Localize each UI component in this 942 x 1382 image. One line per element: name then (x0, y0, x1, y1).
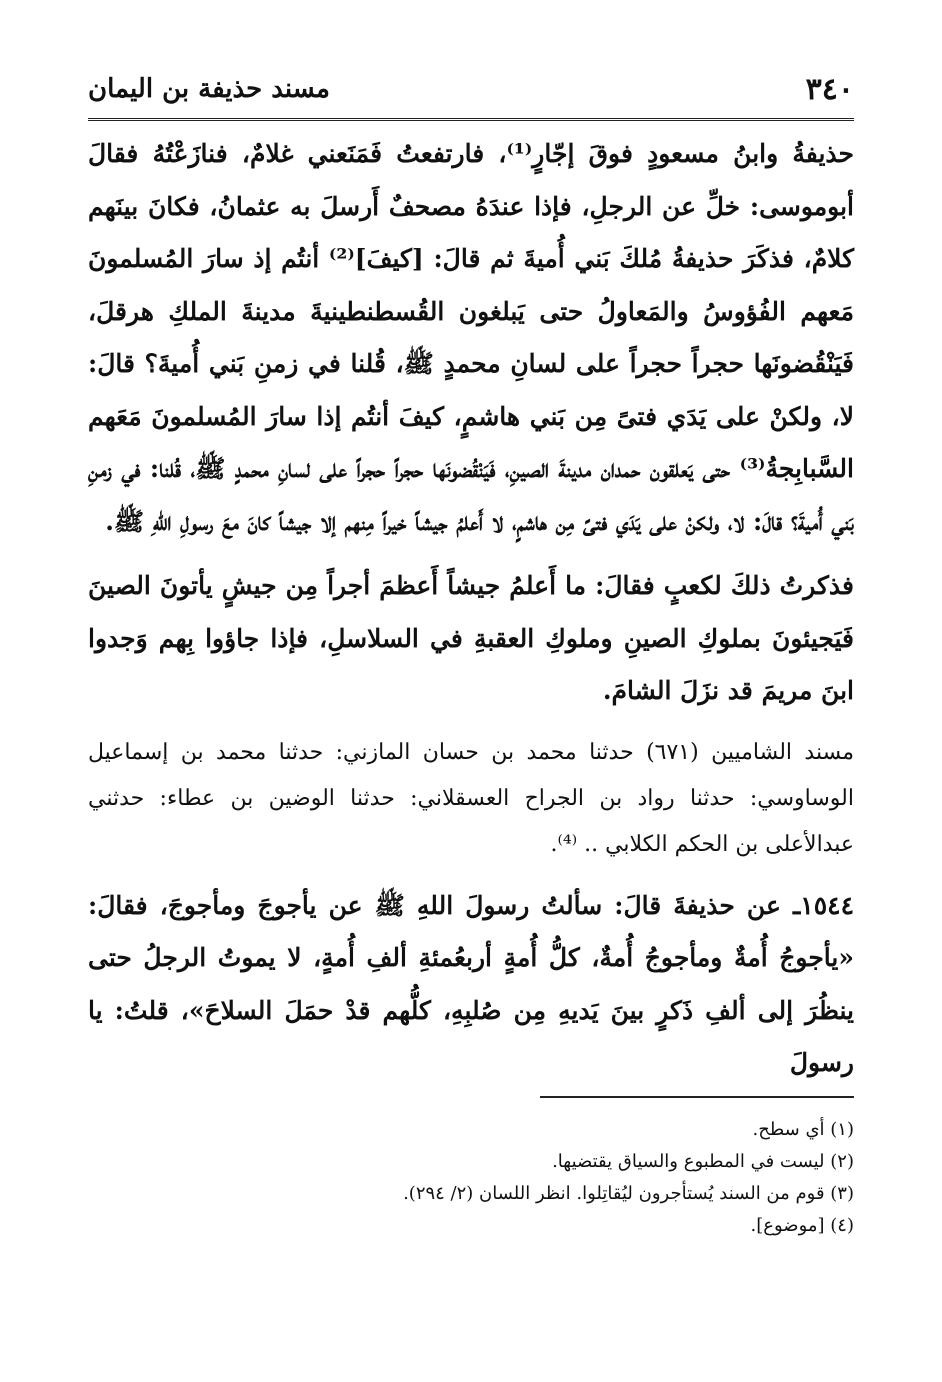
isnad-text: مسند الشاميين (٦٧١) حدثنا محمد بن حسان المازني: حدثنا محمد بن إسماعيل الوساوسي: حدثنا رواد بن الجراح العسقلاني: حدثنا الوضين بن عطاء: حدثني عبدالأعلى بن الحكم الكلابي .. ⁽⁴⁾. (88, 739, 854, 857)
main-text (88, 128, 854, 1090)
footnote: (١) أي سطح. (752, 1119, 854, 1140)
footnote-divider (540, 1096, 854, 1098)
header-divider (88, 118, 854, 121)
paragraph: حذيفةُ وابنُ مسعودٍ فوقَ إجّارٍ⁽¹⁾، فارتفعتُ فَمَنَعني غلامٌ، فنازَعْتُهُ فقالَ أبوموسى: خلِّ عن الرجلِ، فإذا عندَهُ مصحفٌ أَرسلَ به عثمانُ، فكانَ بينَهم كلامٌ، فذكَرَ حذيفةُ مُلكَ بَني أُميةَ ثم قالَ: [كيفَ]⁽²⁾ أنتُم إذ سارَ المُسلمونَ مَعهم الفُؤوسُ والمَعاولُ حتى يَبلغون القُسطنطينيةَ مدينةَ الملكِ هرقلَ، فَيَنْقُضونَها حجراً حجراً على لسانِ محمدٍ ﷺ، قُلنا في زمنِ بَني أُميةَ؟ قالَ: لا، ولكنْ على يَدَي فتىً مِن بَني هاشمٍ، كيفَ أنتُم إذا سارَ المُسلمونَ مَعَهم السَّبابِجةُ⁽³⁾ حتى يَعلقون حمدان مدينةَ الصينِ، فَيَنْقُضونَها حجراً حجراً على لسانِ محمدٍ ﷺ، قُلنا: في زمنِ بَني أُميةَ؟ قالَ: لا، ولكنْ على يَدَي فتىً مِن هاشمٍ، لا أَعلمُ جيشاً خيراً مِنهم إلا جيشاً كانَ معَ رسولِ اللهِ ﷺ. (88, 139, 854, 536)
footnote: (٣) قوم من السند يُستأجرون ليُقاتِلوا. انظر اللسان (٢/ ٢٩٤). (403, 1183, 854, 1204)
paragraph: فذكرتُ ذلكَ لكعبٍ فقالَ: ما أَعلمُ جيشاً أَعظمَ أجراً مِن جيشٍ يأتونَ الصينَ فَيَجيئونَ بملوكِ الصينِ وملوكِ العقبةِ في السلاسلِ، فإذا جاؤوا بِهم وَجدوا ابنَ مريمَ قد نزَلَ الشامَ. (88, 571, 854, 705)
page-header (88, 72, 854, 112)
running-title: مسند حذيفة بن اليمان (88, 74, 330, 104)
footnote: (٤) [موضوع]. (750, 1215, 854, 1236)
footnote: (٢) ليست في المطبوع والسياق يقتضيها. (552, 1151, 854, 1172)
page-number: ٣٤٠ (805, 72, 854, 107)
hadith-1544: ١٥٤٤ـ عن حذيفةَ قالَ: سألتُ رسولَ اللهِ ﷺ عن يأجوجَ ومأجوجَ، فقالَ: «يأجوجُ أُمةٌ ومأجوجُ أُمةٌ، كلُّ أُمةٍ أربعُمئةِ ألفِ أُمةٍ، لا يموتُ الرجلُ حتى ينظُرَ إلى ألفِ ذَكرٍ بينَ يَديهِ مِن صُلبِهِ، كلُّهم قدْ حمَلَ السلاحَ»، قلتُ: يا رسولَ (88, 890, 854, 1077)
footnotes (88, 1114, 854, 1242)
